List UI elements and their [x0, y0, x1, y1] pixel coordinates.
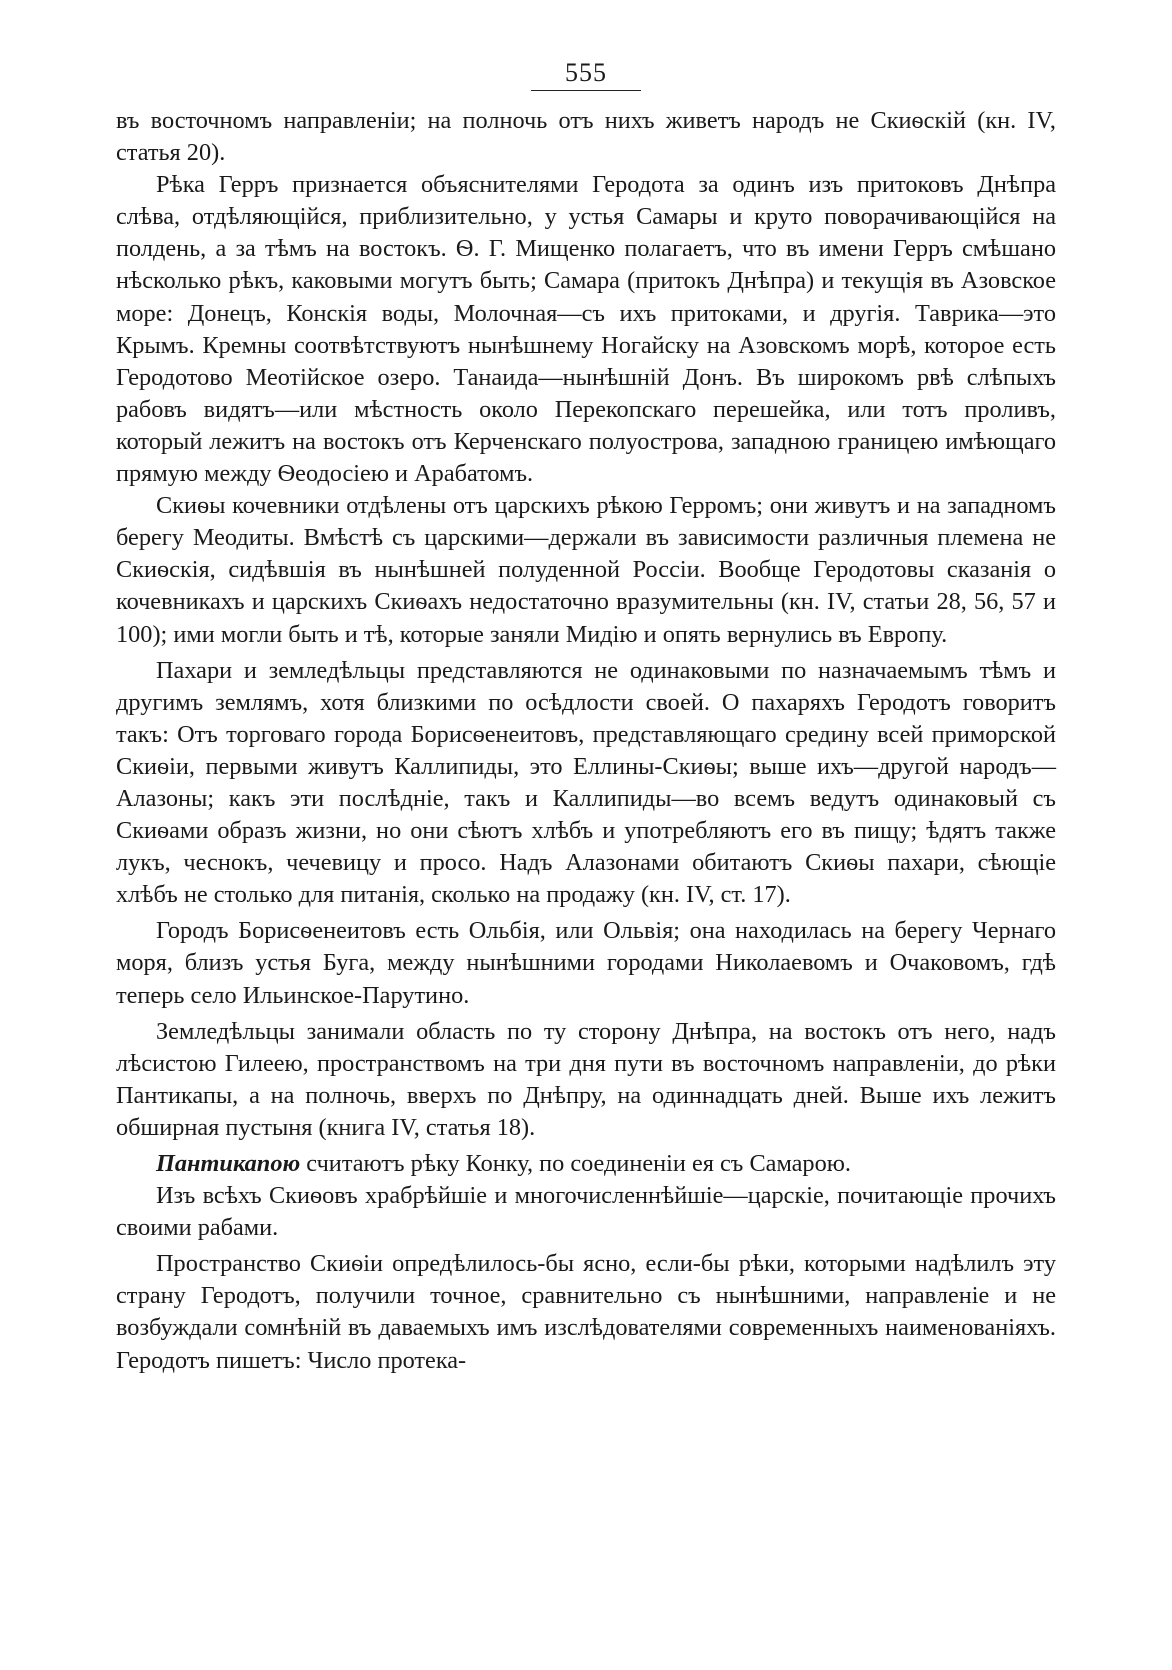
paragraph-continuation: въ восточномъ направленіи; на полночь отъ нихъ живетъ народъ не Скиѳскій (кн. IV, статья 20). — [116, 107, 1056, 167]
paragraph-panticapa-text: считаютъ рѣку Конку, по соединеніи ея съ Самарою. — [300, 1150, 851, 1177]
paragraph-scythia-extent: Пространство Скиѳіи опредѣлилось-бы ясно, если-бы рѣки, которыми надѣлилъ эту страну Геродотъ, получили точное, сравнительно съ нынѣшними, направленіе и не возбуждали сомнѣній въ даваемыхъ имъ изслѣдователями современныхъ наименованіяхъ. Геродотъ пишетъ: Число протека- — [116, 1250, 1056, 1374]
paragraph-river-gerr: Рѣка Герръ признается объяснителями Геродота за одинъ изъ притоковъ Днѣпра слѣва, отдѣляющійся, приблизительно, у устья Самары и круто поворачивающійся на полдень, а за тѣмъ на востокъ. Ѳ. Г. Мищенко полагаетъ, что въ имени Герръ смѣшано нѣсколько рѣкъ, каковыми могутъ быть; Самара (притокъ Днѣпра) и текущія въ Азовское море: Донецъ, Конскія воды, Молочная—съ ихъ притоками, и другія. Таврика—это Крымъ. Кремны соотвѣтствуютъ нынѣшнему Ногайску на Азовскомъ морѣ, которое есть Геродотово Меотійское озеро. Танаида—нынѣшній Донъ. Въ широкомъ рвѣ слѣпыхъ рабовъ видятъ—или мѣстность около Перекопскаго перешейка, или тотъ проливъ, который лежитъ на востокъ отъ Керченскаго полуострова, западною границею имѣющаго прямую между Ѳеодосіею и Арабатомъ. — [116, 171, 1056, 488]
body-text — [116, 105, 1056, 1377]
emphasized-term: Пантикапою — [156, 1150, 301, 1177]
book-page — [116, 58, 1056, 1377]
page-number-rule — [531, 90, 641, 91]
page-number: 555 — [565, 58, 607, 87]
paragraph-royal-scythians: Изъ всѣхъ Скиѳовъ храбрѣйшіе и многочисленнѣйшіе—царскіе, почитающіе прочихъ своими рабами. — [116, 1182, 1056, 1242]
paragraph-panticapa — [116, 1148, 1056, 1180]
paragraph-olbia: Городъ Борисѳенеитовъ есть Ольбія, или Ольвія; она находилась на берегу Чернаго моря, близъ устья Буга, между нынѣшними городами Николаевомъ и Очаковомъ, гдѣ теперь село Ильинское-Парутино. — [116, 917, 1056, 1009]
paragraph-scythian-nomads: Скиѳы кочевники отдѣлены отъ царскихъ рѣкою Герромъ; они живутъ и на западномъ берегу Меодиты. Вмѣстѣ съ царскими—держали въ зависимости различныя племена не Скиѳскія, сидѣвшія въ нынѣшней полуденной Россіи. Вообще Геродотовы сказанія о кочевникахъ и царскихъ Скиѳахъ недостаточно вразумительны (кн. IV, статьи 28, 56, 57 и 100); ими могли быть и тѣ, которые заняли Мидію и опять вернулись въ Европу. — [116, 492, 1056, 648]
paragraph-farmers: Земледѣльцы занимали область по ту сторону Днѣпра, на востокъ отъ него, надъ лѣсистою Гилеею, пространствомъ на три дня пути въ восточномъ направленіи, до рѣки Пантикапы, а на полночь, вверхъ по Днѣпру, на одиннадцать дней. Выше ихъ лежитъ обширная пустыня (книга IV, статья 18). — [116, 1017, 1056, 1141]
paragraph-ploughmen: Пахари и земледѣльцы представляются не одинаковыми по назначаемымъ тѣмъ и другимъ землямъ, хотя близкими по осѣдлости своей. О пахаряхъ Геродотъ говоритъ такъ: Отъ торговаго города Борисѳенеитовъ, представляющаго средину всей приморской Скиѳіи, первыми живутъ Каллипиды, это Еллины-Скиѳы; выше ихъ—другой народъ—Алазоны; какъ эти послѣдніе, такъ и Каллипиды—во всемъ ведутъ одинаковый съ Скиѳами образъ жизни, но они сѣютъ хлѣбъ и употребляютъ его въ пищу; ѣдятъ также лукъ, чеснокъ, чечевицу и просо. Надъ Алазонами обитаютъ Скиѳы пахари, сѣющіе хлѣбъ не столько для питанія, сколько на продажу (кн. IV, ст. 17). — [116, 656, 1056, 909]
